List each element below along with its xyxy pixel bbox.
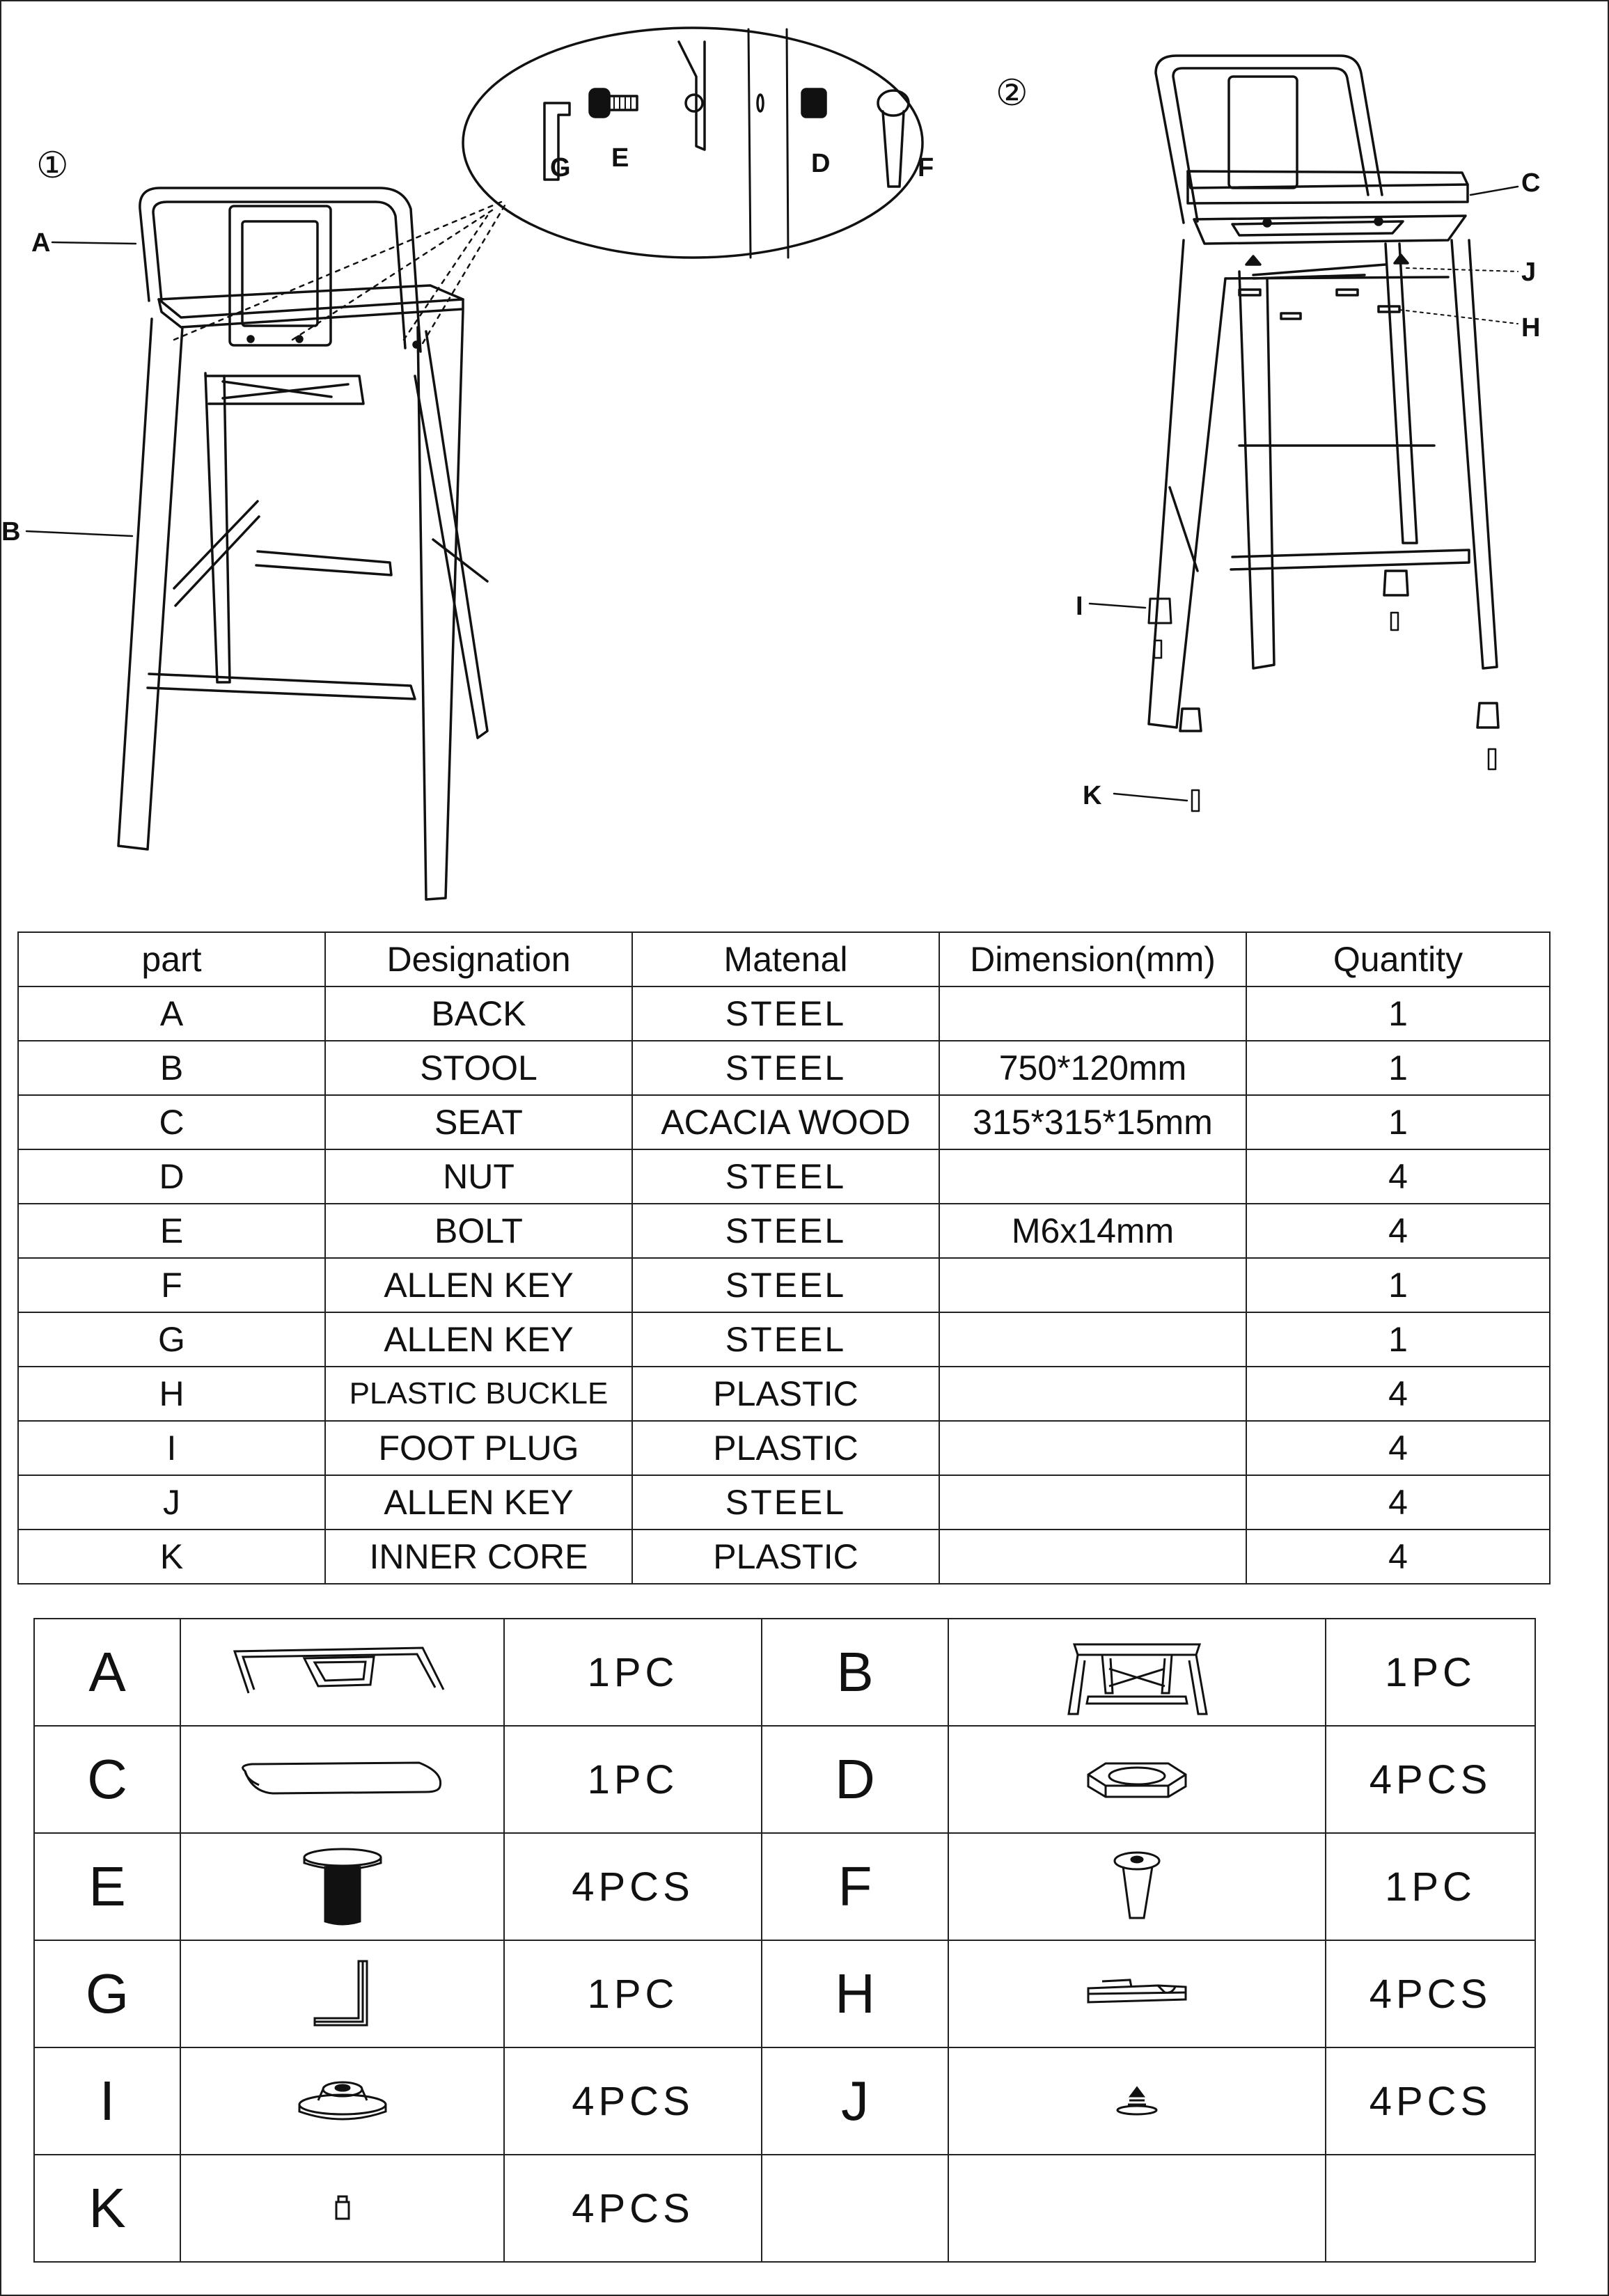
cell-material: STEEL [632, 1149, 939, 1204]
grid-empty-cell [1326, 2155, 1535, 2262]
parts-table-header [18, 932, 1550, 986]
grid-letter: I [34, 2047, 180, 2155]
cell-dimension [939, 1312, 1246, 1367]
label-F-key: F [918, 153, 934, 182]
table-row [18, 1095, 1550, 1149]
grid-picture [180, 1619, 504, 1726]
parts-illustration-grid [33, 1618, 1536, 2263]
cell-dimension [939, 1149, 1246, 1204]
grid-picture [180, 1726, 504, 1833]
cell-part: F [18, 1258, 325, 1312]
table-row [18, 1258, 1550, 1312]
grid-row [34, 1619, 1535, 1726]
t-allen-key-icon [1102, 1848, 1172, 1925]
label-D-nut: D [811, 149, 831, 178]
grid-letter: F [762, 1833, 948, 1940]
header-designation: Designation [325, 932, 632, 986]
cell-material: STEEL [632, 986, 939, 1041]
foot-plug-icon [290, 2077, 395, 2125]
table-row [18, 1367, 1550, 1421]
grid-letter: E [34, 1833, 180, 1940]
cell-dimension [939, 986, 1246, 1041]
cell-material: STEEL [632, 1475, 939, 1530]
grid-qty: 1PC [1326, 1833, 1535, 1940]
table-row [18, 1149, 1550, 1204]
cell-designation: SEAT [325, 1095, 632, 1149]
cell-quantity: 1 [1246, 1041, 1550, 1095]
cell-designation: INNER CORE [325, 1530, 632, 1584]
assembly-diagram [0, 0, 1609, 919]
cell-quantity: 4 [1246, 1421, 1550, 1475]
grid-letter: D [762, 1726, 948, 1833]
label-E-bolt: E [611, 143, 629, 173]
cell-designation: NUT [325, 1149, 632, 1204]
grid-picture [180, 1833, 504, 1940]
header-quantity: Quantity [1246, 932, 1550, 986]
bolt-icon [294, 1845, 391, 1928]
grid-letter: A [34, 1619, 180, 1726]
table-row [18, 1041, 1550, 1095]
grid-qty: 4PCS [504, 2047, 762, 2155]
label-A-back: A [31, 228, 51, 258]
grid-qty: 4PCS [504, 1833, 762, 1940]
grid-letter: H [762, 1940, 948, 2047]
table-row [18, 986, 1550, 1041]
cell-dimension [939, 1421, 1246, 1475]
grid-empty-cell [762, 2155, 948, 2262]
inner-core-icon [329, 2191, 356, 2226]
seat-board-icon [231, 1752, 454, 1807]
cell-quantity: 4 [1246, 1149, 1550, 1204]
cell-material: PLASTIC [632, 1367, 939, 1421]
cell-quantity: 4 [1246, 1367, 1550, 1421]
grid-picture [180, 1940, 504, 2047]
cell-material: STEEL [632, 1041, 939, 1095]
cell-part: I [18, 1421, 325, 1475]
label-H-buckle: H [1521, 313, 1541, 343]
cell-quantity: 1 [1246, 1095, 1550, 1149]
cell-part: A [18, 986, 325, 1041]
grid-letter: G [34, 1940, 180, 2047]
grid-row [34, 2155, 1535, 2262]
grid-qty: 4PCS [504, 2155, 762, 2262]
cell-designation: STOOL [325, 1041, 632, 1095]
cell-designation: BOLT [325, 1204, 632, 1258]
grid-letter: B [762, 1619, 948, 1726]
cell-designation: ALLEN KEY [325, 1258, 632, 1312]
header-dimension: Dimension(mm) [939, 932, 1246, 986]
grid-qty: 4PCS [1326, 1940, 1535, 2047]
cell-material: STEEL [632, 1312, 939, 1367]
stool-base-icon [1060, 1627, 1214, 1717]
label-B-stool: B [1, 517, 21, 547]
cell-quantity: 4 [1246, 1204, 1550, 1258]
grid-qty: 1PC [504, 1726, 762, 1833]
cell-dimension [939, 1367, 1246, 1421]
grid-row [34, 1726, 1535, 1833]
cell-part: C [18, 1095, 325, 1149]
header-material: Matenal [632, 932, 939, 986]
table-row [18, 1530, 1550, 1584]
grid-picture [180, 2047, 504, 2155]
stool-step1-drawing [26, 188, 507, 899]
cell-quantity: 4 [1246, 1530, 1550, 1584]
cell-dimension: M6x14mm [939, 1204, 1246, 1258]
cell-material: ACACIA WOOD [632, 1095, 939, 1149]
cell-part: B [18, 1041, 325, 1095]
table-row [18, 1312, 1550, 1367]
cell-quantity: 1 [1246, 1312, 1550, 1367]
grid-picture [948, 2047, 1326, 2155]
cell-part: G [18, 1312, 325, 1367]
grid-qty: 1PC [504, 1940, 762, 2047]
hardware-zoom-detail [463, 28, 923, 258]
cell-dimension [939, 1475, 1246, 1530]
plastic-buckle-icon [1081, 1973, 1193, 2015]
hex-nut-icon [1078, 1755, 1196, 1804]
cell-part: E [18, 1204, 325, 1258]
grid-picture [180, 2155, 504, 2262]
cell-material: STEEL [632, 1204, 939, 1258]
screw-icon [1113, 2084, 1161, 2118]
step-2-marker: ② [996, 72, 1028, 114]
cell-designation: ALLEN KEY [325, 1475, 632, 1530]
cell-quantity: 4 [1246, 1475, 1550, 1530]
table-row [18, 1204, 1550, 1258]
back-frame-icon [228, 1637, 457, 1707]
grid-picture [948, 1726, 1326, 1833]
cell-part: J [18, 1475, 325, 1530]
cell-material: PLASTIC [632, 1530, 939, 1584]
grid-letter: J [762, 2047, 948, 2155]
cell-dimension: 315*315*15mm [939, 1095, 1246, 1149]
cell-part: K [18, 1530, 325, 1584]
grid-picture [948, 1619, 1326, 1726]
cell-designation: BACK [325, 986, 632, 1041]
cell-designation: PLASTIC BUCKLE [325, 1367, 632, 1421]
grid-row [34, 2047, 1535, 2155]
grid-row [34, 1833, 1535, 1940]
table-row [18, 1475, 1550, 1530]
cell-material: PLASTIC [632, 1421, 939, 1475]
grid-qty: 4PCS [1326, 2047, 1535, 2155]
header-part: part [18, 932, 325, 986]
cell-dimension [939, 1530, 1246, 1584]
cell-dimension [939, 1258, 1246, 1312]
grid-letter: C [34, 1726, 180, 1833]
grid-letter: K [34, 2155, 180, 2262]
label-G-key: G [550, 153, 571, 182]
grid-qty: 1PC [1326, 1619, 1535, 1726]
step-1-marker: ① [36, 145, 69, 187]
parts-list-table [17, 931, 1551, 1585]
grid-picture [948, 1833, 1326, 1940]
grid-picture [948, 1940, 1326, 2047]
cell-designation: FOOT PLUG [325, 1421, 632, 1475]
grid-qty: 4PCS [1326, 1726, 1535, 1833]
cell-quantity: 1 [1246, 1258, 1550, 1312]
grid-qty: 1PC [504, 1619, 762, 1726]
cell-quantity: 1 [1246, 986, 1550, 1041]
label-J-screw: J [1521, 258, 1537, 287]
label-C-seat: C [1521, 168, 1541, 198]
table-row [18, 1421, 1550, 1475]
grid-empty-cell [948, 2155, 1326, 2262]
cell-part: H [18, 1367, 325, 1421]
label-I-foot-plug: I [1076, 592, 1083, 621]
cell-material: STEEL [632, 1258, 939, 1312]
grid-row [34, 1940, 1535, 2047]
cell-dimension: 750*120mm [939, 1041, 1246, 1095]
cell-part: D [18, 1149, 325, 1204]
cell-designation: ALLEN KEY [325, 1312, 632, 1367]
label-K-inner-core: K [1083, 781, 1102, 810]
stool-step2-drawing [1090, 56, 1518, 811]
l-allen-key-icon [304, 1956, 381, 2032]
